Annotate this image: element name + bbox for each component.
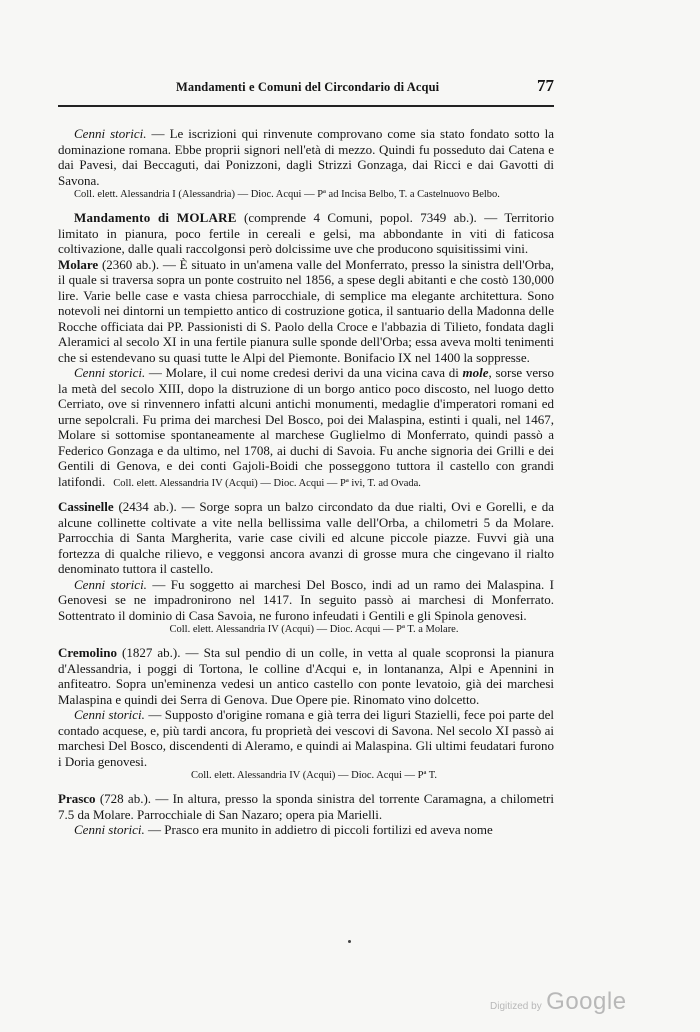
electoral-note-molare: Coll. elett. Alessandria IV (Acqui) — Dioc. Acqui — Pª ivi, T. ad Ovada. [113,477,421,489]
watermark-prefix: Digitized by [490,1001,542,1012]
paragraph-text: (2434 ab.). — Sorge sopra un balzo circondato da due rialti, Ovi e Gorelli, e da alcune collinette coltivate a vite nella bellissima valle dell'Orba, a chilometri 5 da Molare. Parrocchia di Santa Margherita, varie case civili ed alcune piccole piazze. Fuvvi già una fortezza di qualche rilievo, e veggonsi ancora avanzi di grosse mura che cingevano il rialto denominato tuttora il castello. [58,499,554,576]
electoral-note-acqui: Coll. elett. Alessandria I (Alessandria) — Dioc. Acqui — Pª ad Incisa Belbo, T. a Castelnuovo Belbo. [74,189,500,200]
google-logo: Google [546,988,627,1015]
paragraph-cassinelle-cenni-storici [58,577,554,624]
commune-heading-molare: Molare [58,256,99,272]
paragraph-cremolino [58,645,554,707]
mandamento-heading: Mandamento di MOLARE [74,210,237,225]
commune-heading-cremolino: Cremolino [58,645,117,660]
cenni-storici-label: Cenni storici. [74,126,147,141]
digitized-watermark [490,988,627,1016]
cenni-storici-label: Cenni storici. [74,576,147,592]
emphasis-mole: mole [462,365,489,380]
paragraph-text: (comprende 4 Comuni, popol. 7349 ab.). — Territorio limitato in pianura, poco fertile in cereali e gelsi, ma abbondante in viti di faticosa coltivazione, dalle quali raccolgonsi però dolcissime uve che producono squisitissimi vini. [58,210,555,256]
paragraph-acqui-cenni-storici [58,126,554,188]
paragraph-text: (728 ab.). — In altura, presso la sponda sinistra del torrente Caramagna, a chilometri 7.5 da Molare. Parrocchiale di San Nazaro; opera pia Marielli. [58,791,554,822]
running-title: Mandamenti e Comuni del Circondario di Acqui [176,80,440,94]
paragraph-cassinelle [58,499,554,577]
paragraph-text: — Le iscrizioni qui rinvenute comprovano come sia stato fondato sotto la dominazione romana. Ebbe proprii signori nell'età di mezzo. Quindi fu posseduto dai Catena e dai Pavesi, dai Beccaguti, dai Ponizzoni, dagli Strizzi Gonzaga, dai Ricci e dai Gavotti di Savona. [58,126,554,188]
paragraph-text: — Prasco era munito in addietro di piccoli fortilizi ed aveva nome [144,822,493,837]
paragraph-text: (2360 ab.). — È situato in un'amena valle del Monferrato, presso la sinistra dell'Orba, il quale si traversa sopra un ponte costruito nel 1856, a spese degli abitanti e che costò 130,000 lire. Varie belle case e vasta chiesa parrocchiale, di semplice ma elegante architettura. Sono notevoli nei dintorni un tempietto antico di costruzione gotica, il santuario della Madonna delle Rocche officiata dai PP. Passionisti di S. Paolo della Croce e l'abbazia di Tilieto, fondata dagli Aleramici al secolo XI in una fertile pianura sulle sponde dell'Orba; essa aveva molti tenimenti che si estendevano su quasi tutte le Alpi del Piemonte. Bonifacio IX nel 1400 la soppresse. [58,256,554,365]
electoral-note-cremolino: Coll. elett. Alessandria IV (Acqui) — Dioc. Acqui — Pª T. [190,770,438,781]
paragraph-molare-cenni-storici [58,365,554,491]
paragraph-cremolino-cenni-storici [58,707,554,769]
paragraph-text: (1827 ab.). — Sta sul pendio di un colle, in vetta al quale scopronsi la pianura d'Alessandria, i poggi di Tortona, le colline d'Acqui e, in lontananza, Alpi e Apennini in anfiteatro. Sopra un'eminenza vedesi un antico castello con ponte levatoio, già dei marchesi Malaspina e quindi dei Serra di Genova. Due Opere pie. Rinomato vino dolcetto. [58,645,554,707]
paragraph-prasco [58,791,554,822]
paragraph-prasco-cenni-storici [58,822,554,838]
body-text [58,126,554,838]
commune-heading-cassinelle: Cassinelle [58,499,114,514]
electoral-note-cassinelle: Coll. elett. Alessandria IV (Acqui) — Dioc. Acqui — Pª T. a Molare. [169,624,459,635]
commune-heading-prasco: Prasco [58,791,96,806]
paragraph-mandamento-molare [58,210,554,257]
running-header [58,78,554,100]
paragraph-text: , sorse verso la metà del secolo XIII, dopo la distruzione di un borgo antico poco discosto, nel luogo detto Cerriato, ove si rinvennero infatti alcuni antichi monumenti, medaglie d'imperatori romani ed urne sepolcrali. Fu prima dei marchesi Del Bosco, poi dei Malaspina, estinti i quali, nel 1467, Molare si sottomise spontaneamente al marchese Guglielmo di Monferrato, quindi passò a Federico Gonzaga e da ultimo, nel 1708, ai duchi di Savoia. Fu anche signoria dei Grilli e dei Gentili di Genova, e dei conti Gajoli-Boidi che posseggono tuttora il castello con grandi latifondi. [58,365,554,489]
page-speck [348,940,351,943]
paragraph-text: — Molare, il cui nome credesi derivi da una vicina cava di [145,365,463,380]
paragraph-molare [58,257,554,366]
page-number: 77 [537,76,554,95]
paragraph-text: — Supposto d'origine romana e già terra dei liguri Stazielli, fece poi parte del contado acquese, e, più tardi ancora, fu proprietà dei vescovi di Savona. Nel secolo XI passò ai marchesi Del Bosco, discendenti di Aleramo, e quindi ai Malaspina. Gli ultimi feudatari furono i Doria genovesi. [58,707,554,769]
cenni-storici-label: Cenni storici. [74,707,145,722]
cenni-storici-label: Cenni storici. [74,365,146,380]
header-rule [58,105,554,107]
cenni-storici-label: Cenni storici. [74,822,145,837]
paragraph-text: — Fu soggetto ai marchesi Del Bosco, indi ad un ramo dei Malaspina. I Genovesi se ne impadronirono nel 1417. In seguito passò ai marchesi di Monferrato. Sottentrato il dominio di Casa Savoia, ne furono infeudati i Gentili e gli Spinola genovesi. [58,576,554,623]
